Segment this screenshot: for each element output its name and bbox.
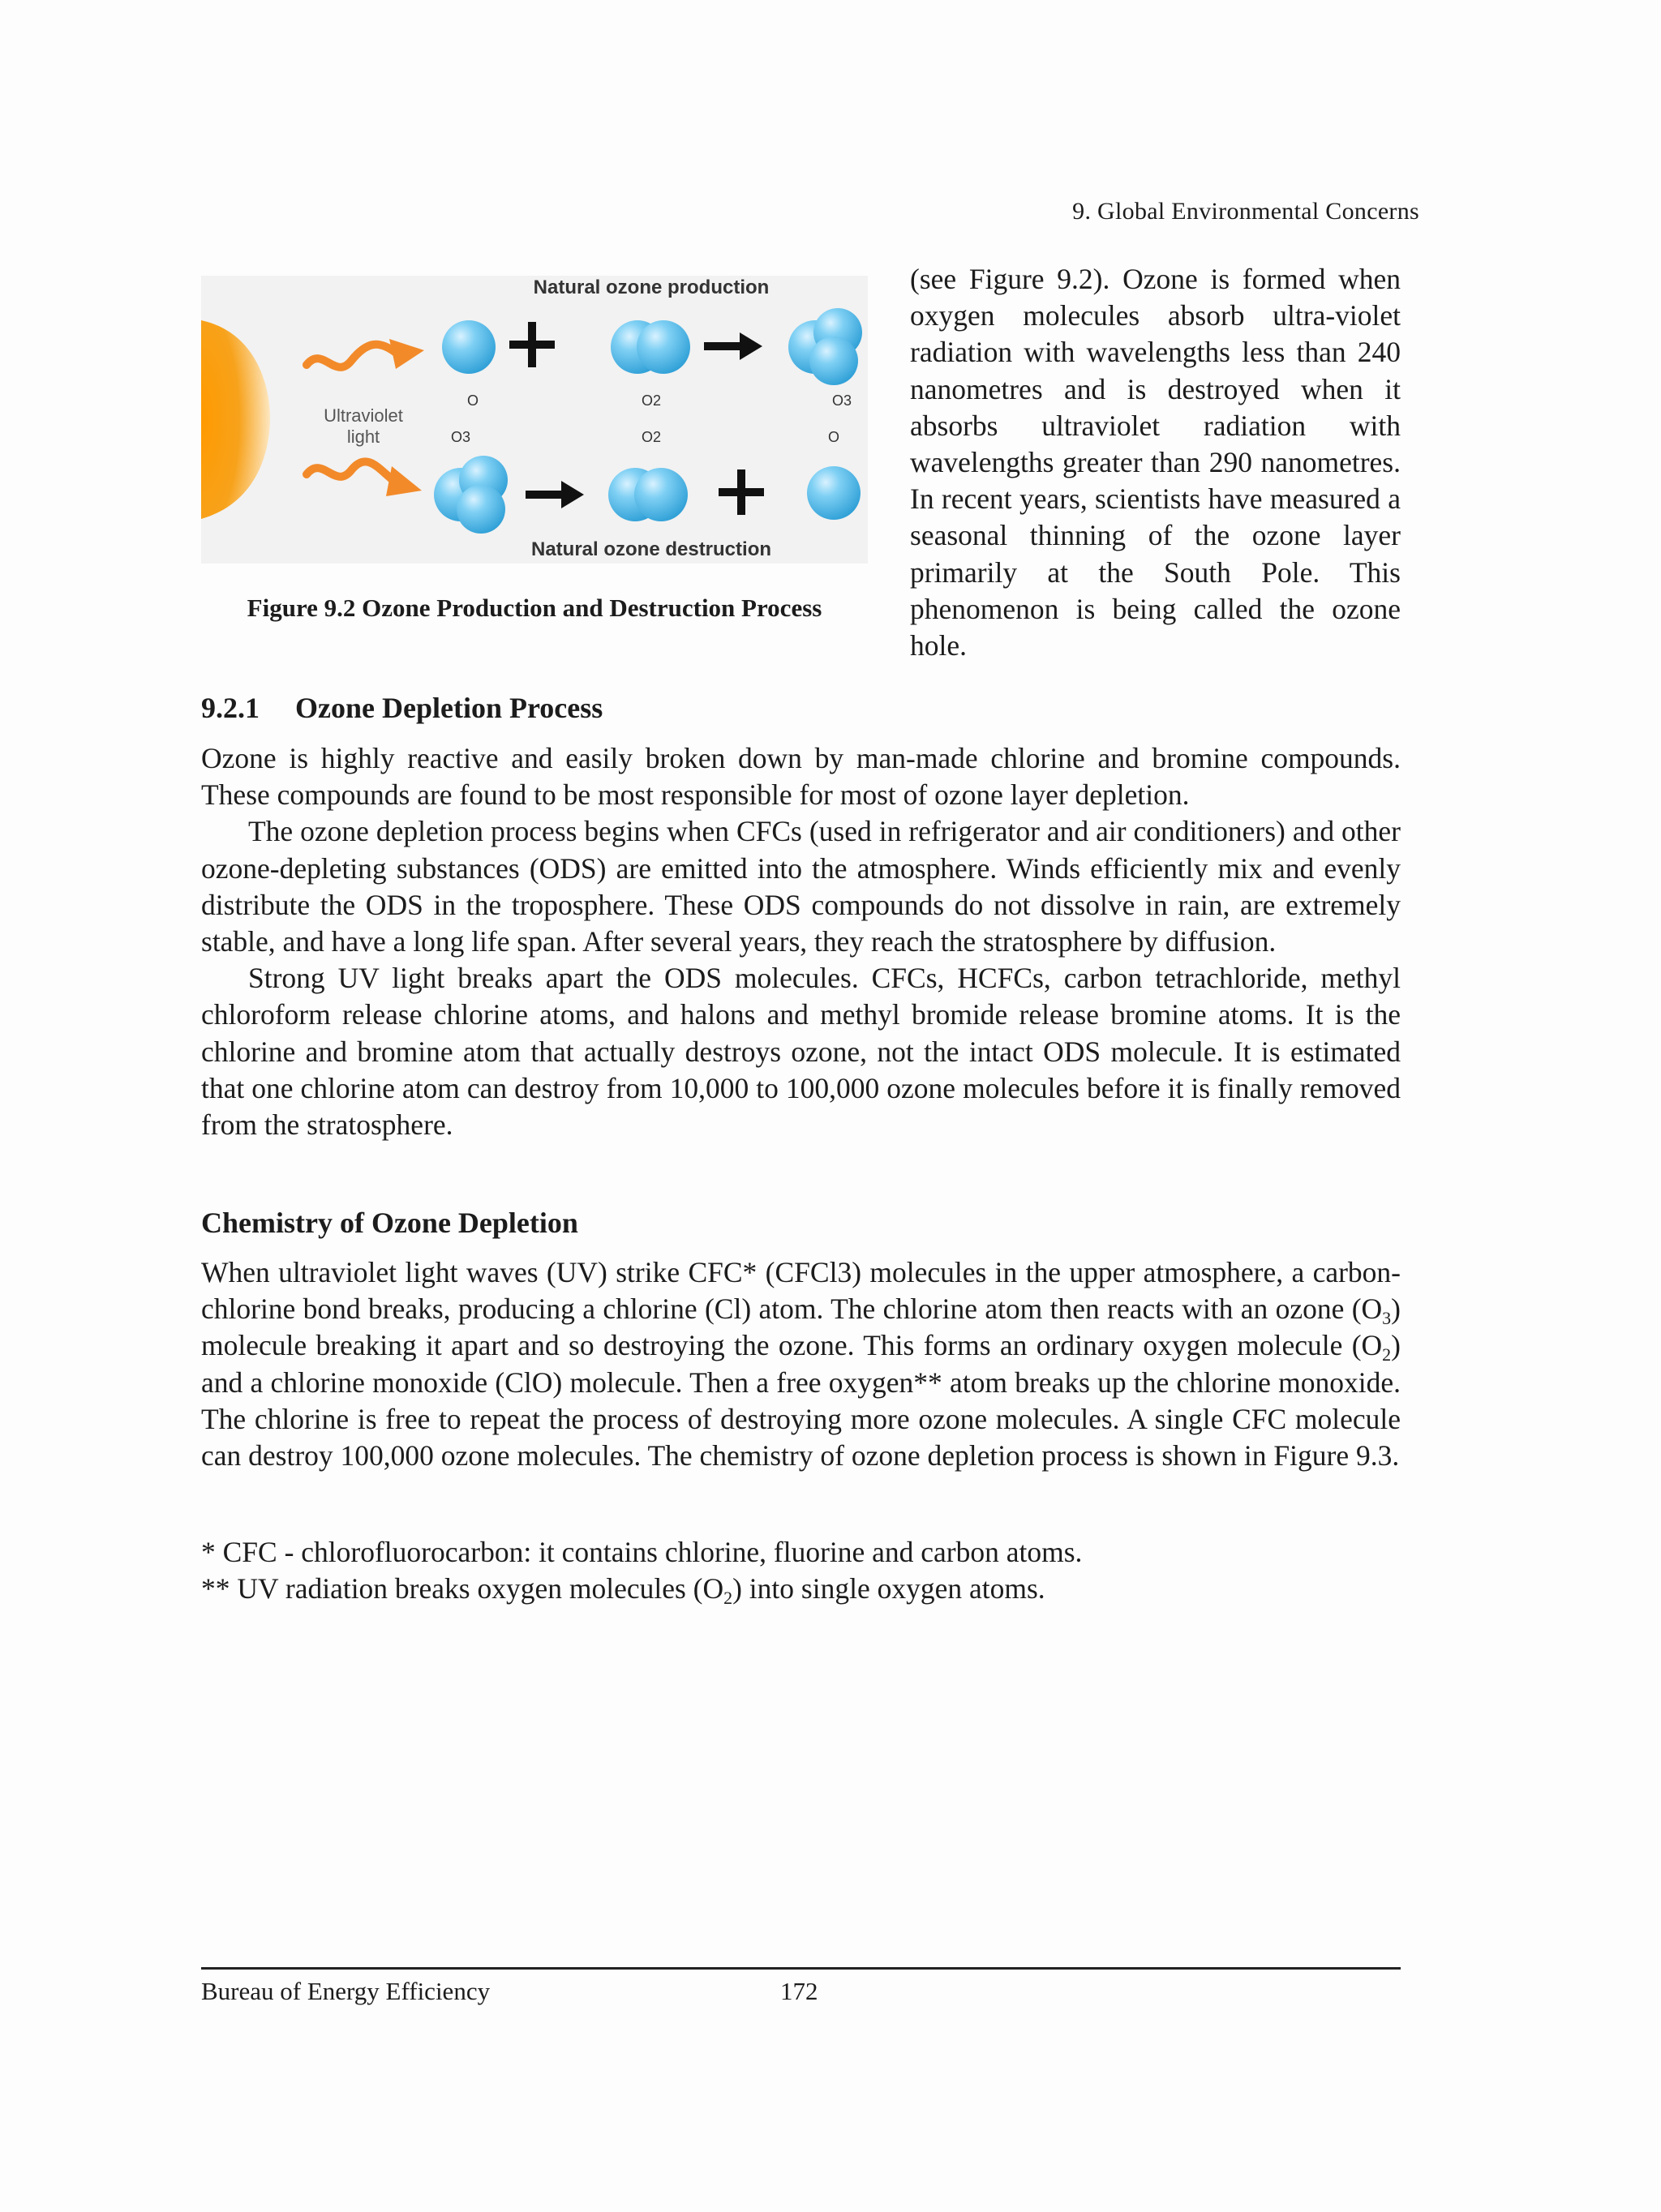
oxygen-molecule-icon [608, 468, 688, 521]
label-o2: O2 [641, 392, 662, 409]
uv-label-2: light [346, 427, 380, 447]
paragraph-3: Strong UV light breaks apart the ODS molecules. CFCs, HCFCs, carbon tetrachloride, methyl chloroform release chlorine atoms, and halons and methyl bromide release bromine atoms. It is the chlorine and bromine atom that actually destroys ozone, not the intact ODS molecule. It is estimated that one chlorine atom can destroy from 10,000 to 100,000 ozone molecules before it is finally removed from the stratosphere. [201, 962, 1401, 1142]
oxygen-atom-icon [807, 466, 861, 520]
chemistry-body [201, 1254, 1401, 1474]
uv-label-1: Ultraviolet [324, 405, 403, 426]
ozone-process-diagram [201, 276, 868, 564]
paragraph-2: The ozone depletion process begins when CFCs (used in refrigerator and air conditioners) and other ozone-depleting substances (ODS) are emitted into the atmosphere. Winds efficiently mix and evenly distribute the ODS in the troposphere. These ODS compounds do not dissolve in rain, are extremely stable, and have a long life span. After several years, they reach the stratosphere by diffusion. [201, 815, 1401, 958]
page-number: 172 [780, 1977, 818, 2005]
footnote-1: * CFC - chlorofluorocarbon: it contains chlorine, fluorine and carbon atoms. [201, 1536, 1083, 1568]
section-number: 9.2.1 [201, 692, 260, 724]
diagram-title-top: Natural ozone production [533, 276, 770, 298]
footnote-2: ** UV radiation breaks oxygen molecules $(O_2)$ into single oxygen atoms. [201, 1572, 1045, 1608]
diagram-title-bottom: Natural ozone destruction [530, 538, 772, 560]
footer-rule [201, 1967, 1401, 1970]
label-o: O [466, 392, 479, 409]
section-heading [201, 691, 1401, 725]
chemistry-paragraph: When ultraviolet light waves (UV) strike CFC* (CFCl3) molecules in the upper atmosphere, a carbon-chlorine bond breaks, producing a chlorine (Cl) atom. The chlorine atom then reacts with an ozone $(O_3)$ molecule breaking it apart and so destroying the ozone. This forms an ordinary oxygen molecule $(O_2)$ and a chlorine monoxide (ClO) molecule. Then a free oxygen** atom breaks up the chlorine monoxide. The chlorine is free to repeat the process of destroying more ozone molecules. A single CFC molecule can destroy 100,000 ozone molecules. The chemistry of ozone depletion process is shown in Figure 9.3. [201, 1256, 1401, 1473]
running-header: 9. Global Environmental Concerns [1072, 198, 1419, 225]
paragraph-1: Ozone is highly reactive and easily broken down by man-made chlorine and bromine compounds. These compounds are found to be most responsible for most of ozone layer depletion. [201, 742, 1401, 812]
oxygen-atom-icon [442, 320, 496, 374]
label-o3: O3 [450, 429, 471, 445]
oxygen-molecule-icon [611, 320, 690, 374]
section-body [201, 740, 1401, 1143]
section-title: Ozone Depletion Process [295, 692, 603, 724]
label-o2: O2 [641, 429, 662, 445]
label-o: O [827, 429, 840, 445]
figure-caption: Figure 9.2 Ozone Production and Destruction Process [247, 594, 822, 622]
label-o3: O3 [831, 392, 852, 409]
footer-publisher: Bureau of Energy Efficiency [201, 1977, 491, 2005]
right-column-text: (see Figure 9.2). Ozone is formed when oxygen molecules absorb ultra-violet radiation with wavelengths less than 240 nanometres and is destroyed when it absorbs ultraviolet radiation with wavelengths greater than 290 nanometres. In recent years, scientists have measured a seasonal thinning of the ozone layer primarily at the South Pole. This phenomenon is being called the ozone hole. [910, 263, 1401, 662]
chemistry-heading: Chemistry of Ozone Depletion [201, 1207, 578, 1239]
